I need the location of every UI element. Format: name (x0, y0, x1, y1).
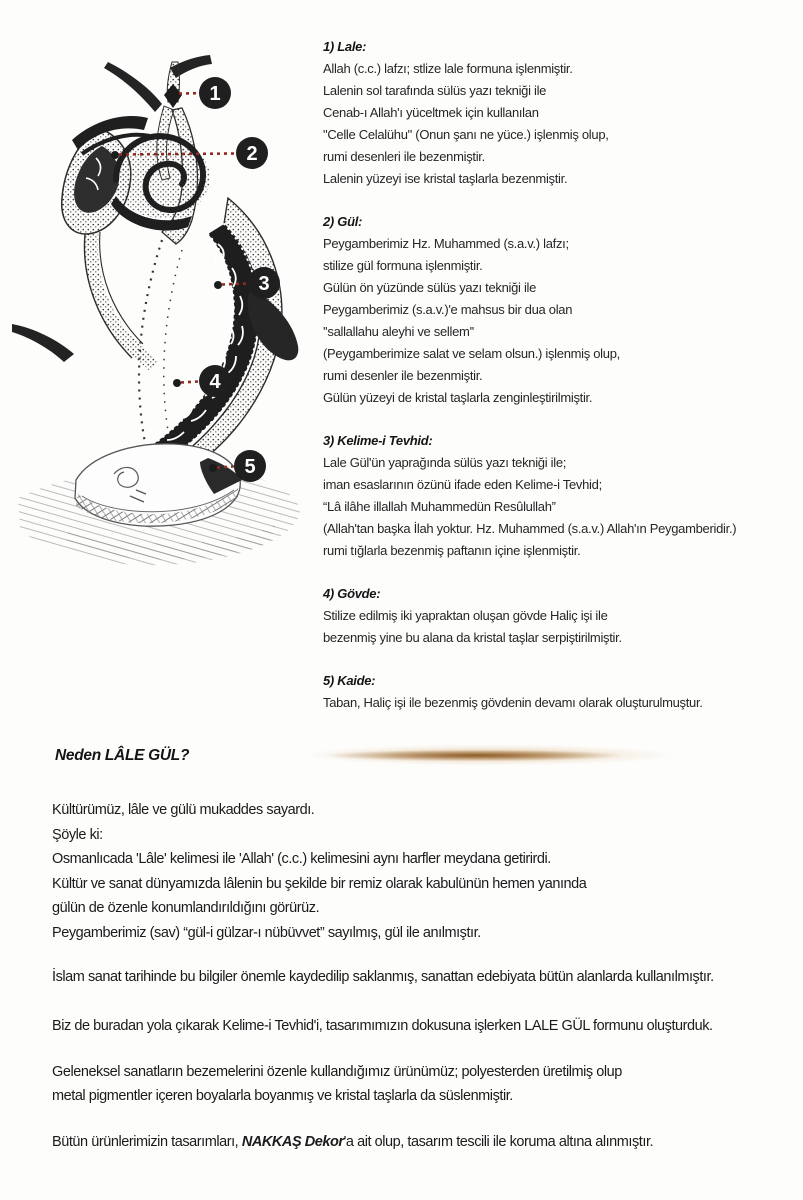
text-line: (Peygamberimize salat ve selam olsun.) işlenmiş olup, (323, 346, 620, 361)
islamic-art-paragraph (52, 966, 714, 989)
parts-description-column (323, 36, 801, 735)
text-line: metal pigmentler içeren boyalarla boyanmış ve kristal taşlarla da süslenmiştir. (52, 1087, 513, 1104)
text-line: Osmanlıcada 'Lâle' kelimesi ile 'Allah' (c.c.) kelimesini aynı harfler meydana getirirdi. (52, 851, 551, 867)
section-kaide (323, 670, 801, 714)
text-line: gülün de özenle konumlandırıldığını görürüz. (52, 900, 320, 916)
text-segment: Bütün ürünlerimizin tasarımları, (52, 1134, 242, 1150)
section-title: 4) Gövde: (323, 586, 381, 601)
text-segment: 'a ait olup, tasarım tescili ile koruma altına alınmıştır. (343, 1134, 654, 1150)
text-line: Şöyle ki: (52, 826, 103, 843)
section-title: 1) Lale: (323, 39, 367, 54)
section-title: 5) Kaide: (323, 673, 376, 688)
body-dotted-arcs (139, 240, 182, 448)
text-line: stilize gül formuna işlenmiştir. (323, 258, 483, 273)
materials-paragraph (52, 1061, 622, 1108)
text-line: Peygamberimiz Hz. Muhammed (s.a.v.) lafzı; (323, 236, 569, 251)
text-line: Lale Gül'ün yaprağında sülüs yazı tekniği ile; (323, 455, 567, 470)
text-line: Taban, Haliç işi ile bezenmiş gövdenin devamı olarak oluşturulmuştur. (323, 695, 703, 710)
section-title: 2) Gül: (323, 214, 363, 229)
text-line: Stilize edilmiş iki yapraktan oluşan gövde Haliç işi ile (323, 608, 608, 623)
text-line: Peygamberimiz (s.a.v.)'e mahsus bir dua olan (323, 302, 573, 317)
callout-1-number: 1 (209, 83, 221, 105)
calligraphy-band-shape (148, 224, 259, 464)
callout-4-number: 4 (209, 371, 221, 393)
section-gul (323, 211, 801, 409)
text-line: Lalenin sol tarafında sülüs yazı tekniği ile (323, 83, 547, 98)
text-line: Peygamberimiz (sav) “gül-i gülzar-ı nübüvvet” sayılmış, gül ile anılmıştır. (52, 924, 481, 941)
text-line: Geleneksel sanatların bezemelerini özenle kullandığımız ürünümüz; polyesterden üretilmiş olup (52, 1064, 622, 1080)
why-lale-gul-heading: Neden LÂLE GÜL? (55, 747, 190, 764)
design-origin-paragraph (52, 1015, 713, 1038)
callout-4 (173, 365, 231, 397)
section-lale (323, 36, 801, 190)
text-line: bezenmiş yine bu alana da kristal taşlar serpiştirilmiştir. (323, 630, 622, 645)
lale-gul-illustration (12, 28, 312, 608)
text-line: ''sallallahu aleyhi ve sellem'' (323, 324, 474, 339)
text-line: rumi desenleri ile bezenmiştir. (323, 149, 485, 164)
text-line: Gülün yüzeyi de kristal taşlarla zenginleştirilmiştir. (323, 390, 593, 405)
text-line: İslam sanat tarihinde bu bilgiler önemle kaydedilip saklanmış, sanattan edebiyata bütün alanlarda kullanılmıştır. (52, 969, 714, 985)
text-line: iman esaslarının özünü ifade eden Kelime-i Tevhid; (323, 477, 602, 492)
text-line: rumi desenler ile bezenmiştir. (323, 368, 483, 383)
text-line: (Allah'tan başka İlah yoktur. Hz. Muhammed (s.a.v.) Allah'ın Peygamberidir.) (323, 521, 737, 536)
callout-5-number: 5 (244, 456, 256, 478)
left-stem-shape (84, 232, 154, 366)
section-govde (323, 583, 801, 649)
section-title: 3) Kelime-i Tevhid: (323, 433, 433, 448)
callout-3-number: 3 (258, 273, 270, 295)
ink-smudge (303, 744, 675, 766)
text-line: Kültür ve sanat dünyamızda lâlenin bu şekilde bir remiz olarak kabulünün hemen yanında (52, 875, 587, 892)
text-line: Biz de buradan yola çıkarak Kelime-i Tevhid'i, tasarımımızın dokusuna işlerken LALE GÜL formunu oluşturduk. (52, 1018, 713, 1034)
text-line: Kültürümüz, lâle ve gülü mukaddes sayardı. (52, 802, 315, 818)
text-line: “Lâ ilâhe illallah Muhammedün Resûlullah” (323, 499, 556, 514)
base-shape (75, 444, 242, 526)
text-line: Allah (c.c.) lafzı; stlize lale formuna işlenmiştir. (323, 61, 573, 76)
section-kelime-i-tevhid (323, 430, 801, 562)
brand-name: NAKKAŞ Dekor (241, 1134, 344, 1150)
left-leaf-stroke (12, 324, 74, 362)
text-line: Lalenin yüzeyi ise kristal taşlarla bezenmiştir. (323, 171, 568, 186)
text-line: rumi tığlarla bezenmiş paftanın içine işlenmiştir. (323, 543, 581, 558)
text-line: "Celle Celalühu" (Onun şanı ne yüce.) işlenmiş olup, (323, 127, 609, 142)
text-line: Gülün ön yüzünde sülüs yazı tekniği ile (323, 280, 537, 295)
callout-2-number: 2 (246, 143, 258, 165)
rose-shape (111, 136, 210, 230)
culture-paragraph (52, 798, 586, 945)
text-line: Cenab-ı Allah'ı yüceltmek için kullanılan (323, 105, 539, 120)
copyright-paragraph (52, 1131, 653, 1154)
